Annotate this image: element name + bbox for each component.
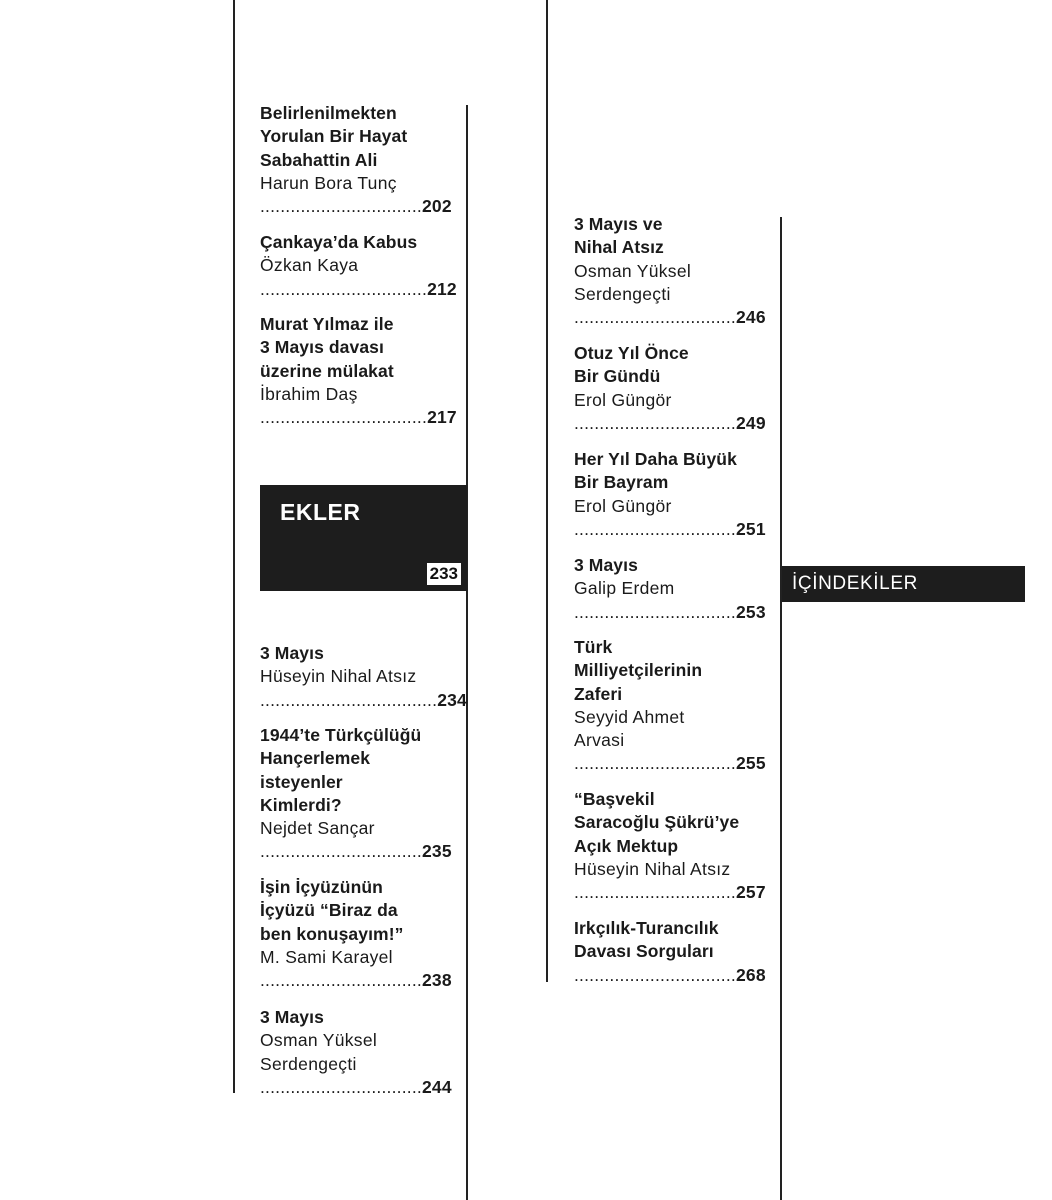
entry-title-line: İçyüzü “Biraz da <box>260 900 398 921</box>
entry-author-line: İbrahim Daş <box>260 383 358 404</box>
entry-page-line <box>260 840 460 863</box>
entry-page-line <box>574 881 774 904</box>
entry-page-line <box>260 969 460 992</box>
entry-title-line: ben konuşayım!” <box>260 923 404 944</box>
entry-title-line: Zaferi <box>574 683 623 704</box>
dot-leader: ................................... <box>260 689 438 710</box>
dot-leader: ................................ <box>574 412 736 433</box>
entry-title-line: Çankaya’da Kabus <box>260 232 418 252</box>
toc-entry <box>574 448 774 541</box>
ekler-page-number: 233 <box>427 563 461 585</box>
dot-leader: ................................ <box>574 601 736 622</box>
page-number: 249 <box>736 412 766 433</box>
entry-title-line: Milliyetçilerinin <box>574 660 703 681</box>
entry-title-line: Her Yıl Daha Büyük <box>574 449 737 469</box>
toc-entry <box>574 213 774 329</box>
toc-entry <box>260 724 460 864</box>
entry-title-line: Belirlenilmekten <box>260 103 397 123</box>
entry-title-line: Türk <box>574 637 613 657</box>
entry-title-line: 3 Mayıs davası <box>260 337 384 358</box>
entry-author-line: M. Sami Karayel <box>260 946 393 967</box>
page-number: 251 <box>736 518 766 539</box>
entry-author-line: Nejdet Sançar <box>260 818 375 839</box>
entry-page-line <box>574 964 774 987</box>
entry-page-line <box>574 752 774 775</box>
entry-title-line: Hançerlemek <box>260 748 371 769</box>
entry-title-line: 3 Mayıs <box>260 643 324 663</box>
entry-author-line: Galip Erdem <box>574 578 675 599</box>
entry-title-line: Sabahattin Ali <box>260 149 378 170</box>
entry-title-line: “Başvekil <box>574 789 655 809</box>
entry-author-line: Osman Yüksel <box>260 1030 378 1051</box>
entry-page-line <box>260 1076 460 1099</box>
dot-leader: ................................ <box>260 841 422 862</box>
toc-entry <box>260 231 460 301</box>
entry-title-line: İşin İçyüzünün <box>260 877 383 897</box>
rule-left-inner <box>466 105 468 1200</box>
entry-page-line <box>260 689 467 712</box>
entry-page-line <box>574 306 774 329</box>
entry-title-line: Davası Sorguları <box>574 941 714 962</box>
page-number: 202 <box>422 196 452 217</box>
entry-page-line <box>574 601 774 624</box>
rule-right <box>780 217 782 1200</box>
entry-author-line: Osman Yüksel <box>574 260 692 281</box>
page-number: 246 <box>736 307 766 328</box>
dot-leader: ................................. <box>260 407 428 428</box>
toc-entry <box>260 1006 460 1099</box>
entry-title-line: isteyenler <box>260 771 343 792</box>
dot-leader: ................................ <box>574 518 736 539</box>
rule-left-outer <box>233 0 235 1093</box>
entry-page-line <box>260 406 460 429</box>
toc-entry <box>574 917 774 987</box>
entry-author-line: Özkan Kaya <box>260 255 359 276</box>
dot-leader: ................................ <box>574 307 736 328</box>
toc-entry <box>260 876 460 992</box>
entry-page-line <box>574 412 774 435</box>
entry-author-line: Harun Bora Tunç <box>260 172 397 193</box>
page-number: 257 <box>736 882 766 903</box>
entry-title-line: 3 Mayıs ve <box>574 214 663 234</box>
ekler-section-header <box>260 485 467 591</box>
contents-label: İÇİNDEKİLER <box>792 573 918 594</box>
toc-entry <box>260 642 467 712</box>
entry-title-line: 3 Mayıs <box>574 555 638 575</box>
entry-author-line: Arvasi <box>574 730 625 751</box>
page-number: 244 <box>422 1076 452 1097</box>
entry-author-line: Seyyid Ahmet <box>574 706 685 727</box>
entry-title-line: 3 Mayıs <box>260 1007 324 1027</box>
toc-entry <box>574 636 774 776</box>
page-number: 212 <box>427 278 457 299</box>
page-number: 255 <box>736 753 766 774</box>
ekler-label: EKLER <box>280 499 361 525</box>
entry-title-line: Bir Gündü <box>574 366 661 387</box>
dot-leader: ................................ <box>260 1076 422 1097</box>
dot-leader: ................................ <box>574 882 736 903</box>
page-number: 217 <box>427 407 457 428</box>
entry-title-line: Açık Mektup <box>574 835 679 856</box>
entry-author-line: Erol Güngör <box>574 495 672 516</box>
entry-title-line: Bir Bayram <box>574 472 669 493</box>
page-number: 268 <box>736 964 766 985</box>
dot-leader: ................................ <box>260 196 422 217</box>
toc-entry <box>260 102 460 218</box>
entry-title-line: Otuz Yıl Önce <box>574 343 689 363</box>
entry-title-line: 1944’te Türkçülüğü <box>260 725 422 745</box>
entry-page-line <box>260 195 460 218</box>
dot-leader: ................................ <box>260 970 422 991</box>
toc-entry <box>574 788 774 904</box>
entry-title-line: Nihal Atsız <box>574 237 664 258</box>
entry-title-line: üzerine mülakat <box>260 360 394 381</box>
page-number: 234 <box>437 689 467 710</box>
rule-center <box>546 0 548 982</box>
entry-page-line <box>260 278 460 301</box>
page-number: 238 <box>422 970 452 991</box>
entry-title-line: Kimlerdi? <box>260 794 342 815</box>
page-number: 235 <box>422 841 452 862</box>
entry-title-line: Irkçılık-Turancılık <box>574 918 719 938</box>
page-number: 253 <box>736 601 766 622</box>
entry-author-line: Erol Güngör <box>574 389 672 410</box>
toc-entry <box>574 554 774 624</box>
dot-leader: ................................. <box>260 278 428 299</box>
toc-entry <box>574 342 774 435</box>
entry-author-line: Hüseyin Nihal Atsız <box>260 666 417 687</box>
entry-author-line: Hüseyin Nihal Atsız <box>574 858 731 879</box>
dot-leader: ................................ <box>574 964 736 985</box>
entry-title-line: Saracoğlu Şükrü’ye <box>574 812 740 833</box>
entry-title-line: Yorulan Bir Hayat <box>260 126 408 147</box>
toc-entry <box>260 313 460 429</box>
entry-page-line <box>574 518 774 541</box>
dot-leader: ................................ <box>574 753 736 774</box>
entry-title-line: Murat Yılmaz ile <box>260 314 394 334</box>
contents-label-bar <box>782 566 1025 602</box>
entry-author-line: Serdengeçti <box>260 1053 357 1074</box>
entry-author-line: Serdengeçti <box>574 283 671 304</box>
